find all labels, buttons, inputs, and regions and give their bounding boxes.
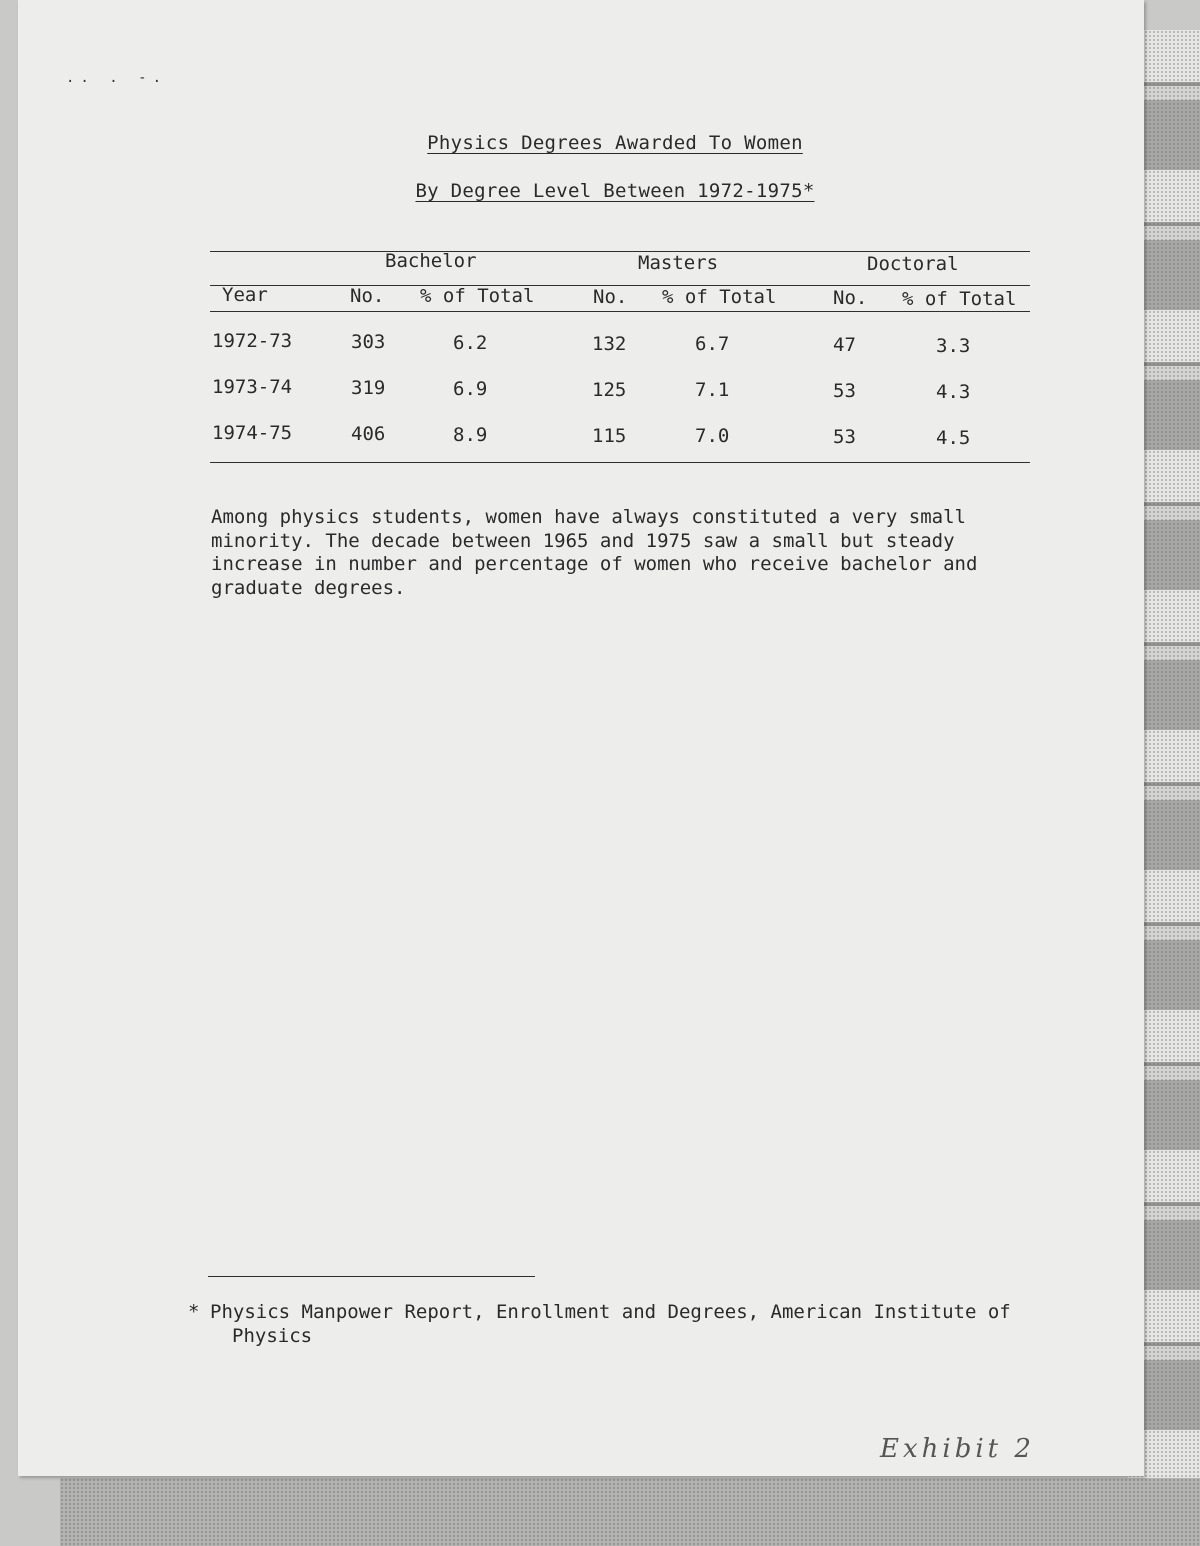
table-cell: 115 — [592, 425, 627, 447]
group-header-bachelor: Bachelor — [385, 250, 477, 272]
table-cell: 7.1 — [695, 379, 730, 401]
column-header-year: Year — [222, 284, 268, 306]
column-header-bachelor-pct: % of Total — [420, 285, 535, 307]
table-cell: 6.9 — [453, 378, 488, 400]
table-cell: 1973-74 — [212, 376, 293, 398]
footnote — [188, 1301, 1048, 1348]
table-cell: 4.3 — [936, 381, 971, 403]
table-cell: 8.9 — [453, 424, 488, 446]
column-header-bachelor-no: No. — [350, 285, 385, 307]
table-cell: 1972-73 — [212, 330, 293, 352]
table-cell: 406 — [351, 423, 386, 445]
group-header-masters: Masters — [638, 252, 719, 274]
table-cell: 47 — [833, 334, 856, 356]
footnote-line-2: Physics — [232, 1324, 313, 1347]
table-cell: 6.7 — [695, 333, 730, 355]
table-top-rule — [210, 251, 1030, 252]
table-cell: 53 — [833, 380, 856, 402]
table-cell: 53 — [833, 426, 856, 448]
table-cell: 319 — [351, 377, 386, 399]
document-subtitle: By Degree Level Between 1972-1975* — [415, 180, 815, 202]
table-cell: 125 — [592, 379, 627, 401]
document-title: Physics Degrees Awarded To Women — [427, 132, 803, 154]
table-cell: 303 — [351, 331, 386, 353]
column-header-doctoral-pct: % of Total — [902, 288, 1017, 310]
table-cell: 1974-75 — [212, 422, 293, 444]
handwritten-exhibit-note: Exhibit 2 — [880, 1434, 1035, 1464]
table-header-rule — [210, 311, 1030, 312]
table-cell: 6.2 — [453, 332, 488, 354]
footnote-line-1: Physics Manpower Report, Enrollment and Degrees, American Institute of — [210, 1301, 1011, 1323]
table-cell: 7.0 — [695, 425, 730, 447]
column-header-doctoral-no: No. — [833, 287, 868, 309]
table-cell: 132 — [592, 333, 627, 355]
table-bottom-rule — [210, 462, 1030, 463]
scan-specks: .. . -. — [66, 70, 168, 86]
column-header-masters-pct: % of Total — [662, 286, 777, 308]
footnote-separator — [208, 1276, 535, 1277]
group-header-doctoral: Doctoral — [867, 253, 959, 275]
table-cell: 4.5 — [936, 427, 971, 449]
document-page — [18, 0, 1144, 1476]
footnote-marker: * — [188, 1301, 200, 1323]
column-header-masters-no: No. — [593, 286, 628, 308]
table-cell: 3.3 — [936, 335, 971, 357]
background-page-stack-bottom — [60, 1478, 1200, 1546]
body-paragraph: Among physics students, women have always constituted a very small minority. The decade between 1965 and 1975 saw a small but steady increase in number and percentage of women who receive bachelor and graduate degrees. — [211, 506, 978, 599]
